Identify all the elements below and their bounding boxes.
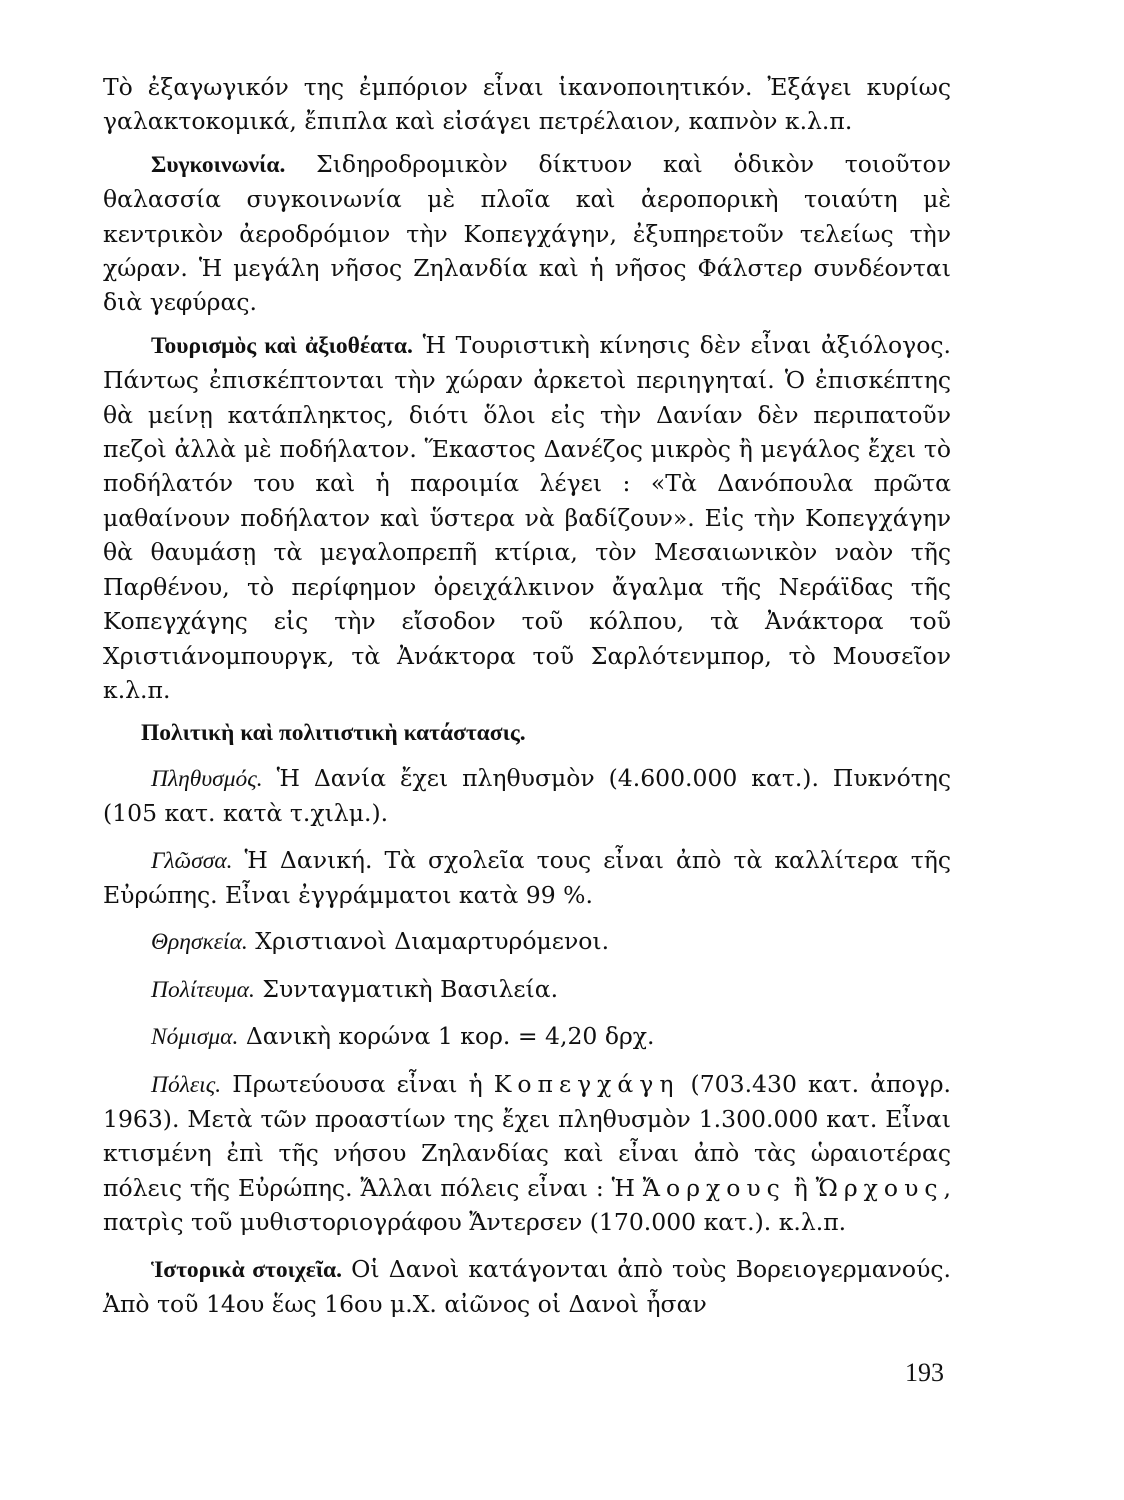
heading-politics-culture: Πολιτικὴ καὶ πολιτιστικὴ κατάστασις. bbox=[141, 720, 526, 747]
paragraph-history: Ἱστορικὰ στοιχεῖα. Οἱ Δανοὶ κατάγονται ἀπὸ τοὺς Βορειογερμανούς. Ἀπὸ τοῦ 14ου ἕως 16ου μ.Χ. αἰῶνος οἱ Δανοὶ ἦσαν bbox=[103, 1254, 951, 1318]
paragraph-government: Πολίτευμα. Συνταγματικὴ Βασιλεία. bbox=[151, 974, 559, 1003]
label-language: Γλῶσσα. bbox=[151, 847, 233, 874]
city-capital: Κοπεγχάγη bbox=[493, 1069, 680, 1098]
paragraph-religion: Θρησκεία. Χριστιανοὶ Διαμαρτυρόμενοι. bbox=[151, 927, 610, 956]
paragraph-communications: Συγκοινωνία. Σιδηροδρομικὸν δίκτυον καὶ ὁδικὸν τοιοῦτον θαλασσία συγκοινωνία μὲ πλοῖα καὶ ἀεροπορικὴ τοιαύτη μὲ κεντρικὸν ἀεροδρόμιον τὴν Κοπεγχάγην, ἐξυπηρετοῦν τελείως τὴν χώραν. Ἡ μεγάλη νῆσος Ζηλανδία καὶ ἡ νῆσος Φάλστερ συνδέονται διὰ γεφύρας. bbox=[103, 149, 951, 317]
label-government: Πολίτευμα. bbox=[151, 976, 255, 1003]
label-population: Πληθυσμός. bbox=[151, 765, 263, 792]
label-currency: Νόμισμα. bbox=[151, 1024, 239, 1051]
label-cities: Πόλεις. bbox=[151, 1071, 222, 1098]
heading-history: Ἱστορικὰ στοιχεῖα. bbox=[151, 1256, 343, 1283]
paragraph-tourism: Τουρισμὸς καὶ ἀξιοθέατα. Ἡ Τουριστικὴ κίνησις δὲν εἶναι ἀξιόλογος. Πάντως ἐπισκέπτονται τὴν χώραν ἀρκετοὶ περιηγηταί. Ὁ ἐπισκέπτης θὰ μείνῃ κατάπληκτος, διότι ὅλοι εἰς τὴν Δανίαν δὲν περιπατοῦν πεζοὶ ἀλλὰ μὲ ποδήλατον. Ἕκαστος Δανέζος μικρὸς ἢ μεγάλος ἔχει τὸ ποδήλατόν του καὶ ἡ παροιμία λέγει : «Τὰ Δανόπουλα πρῶτα μαθαίνουν ποδήλατον καὶ ὕστερα νὰ βαδίζουν». Εἰς τὴν Κοπεγχάγην θὰ θαυμάσῃ τὰ μεγαλοπρεπῆ κτίρια, τὸν Μεσαιωνικὸν ναὸν τῆς Παρθένου, τὸ περίφημον ὀρειχάλκινον ἄγαλμα τῆς Νεράϊδας τῆς Κοπεγχάγης εἰς τὴν εἴσοδον τοῦ κόλπου, τὰ Ἀνάκτορα τοῦ Χριστιάνομπουργκ, τὰ Ἀνάκτορα τοῦ Σαρλότενμπορ, τὸ Μουσεῖον κ.λ.π. bbox=[103, 330, 952, 704]
page-body bbox=[103, 70, 951, 1329]
paragraph-cities: Πόλεις. Πρωτεύουσα εἶναι ἡ Κοπεγχάγη (703.430 κατ. ἀπογρ. 1963). Μετὰ τῶν προαστίων της ἔχει πληθυσμὸν 1.300.000 κατ. Εἶναι κτισμένη ἐπὶ τῆς νήσου Ζηλανδίας καὶ εἶναι ἀπὸ τὰς ὡραιοτέρας πόλεις τῆς Εὐρώπης. Ἄλλαι πόλεις εἶναι : Ἡ Ἄορχους ἢ Ὤρχους, πατρὶς τοῦ μυθιστοριογράφου Ἄντερσεν (170.000 κατ.). κ.λ.π. bbox=[103, 1069, 951, 1237]
paragraph-population: Πληθυσμός. Ἡ Δανία ἔχει πληθυσμὸν (4.600.000 κατ.). Πυκνότης (105 κατ. κατὰ τ.χιλμ.). bbox=[103, 763, 951, 828]
label-religion: Θρησκεία. bbox=[151, 929, 248, 956]
heading-communications: Συγκοινωνία. bbox=[151, 151, 286, 178]
page-number: 193 bbox=[905, 1358, 944, 1387]
paragraph-language: Γλῶσσα. Ἡ Δανική. Τὰ σχολεῖα τους εἶναι ἀπὸ τὰ καλλίτερα τῆς Εὐρώπης. Εἶναι ἐγγράμματοι κατὰ 99 %. bbox=[103, 845, 951, 909]
paragraph-exports: Τὸ ἐξαγωγικόν της ἐμπόριον εἶναι ἱκανοποιητικόν. Ἐξάγει κυρίως γαλακτοκομικά, ἔπιπλα καὶ εἰσάγει πετρέλαιον, καπνὸν κ.λ.π. bbox=[103, 73, 951, 136]
heading-tourism: Τουρισμὸς καὶ ἀξιοθέατα. bbox=[151, 332, 413, 359]
city-aarhus: Ἄορχους bbox=[642, 1173, 786, 1202]
paragraph-currency: Νόμισμα. Δανικὴ κορώνα 1 κορ. = 4,20 δρχ. bbox=[151, 1022, 655, 1051]
city-aarhus-alt: Ὤρχους bbox=[815, 1173, 944, 1202]
